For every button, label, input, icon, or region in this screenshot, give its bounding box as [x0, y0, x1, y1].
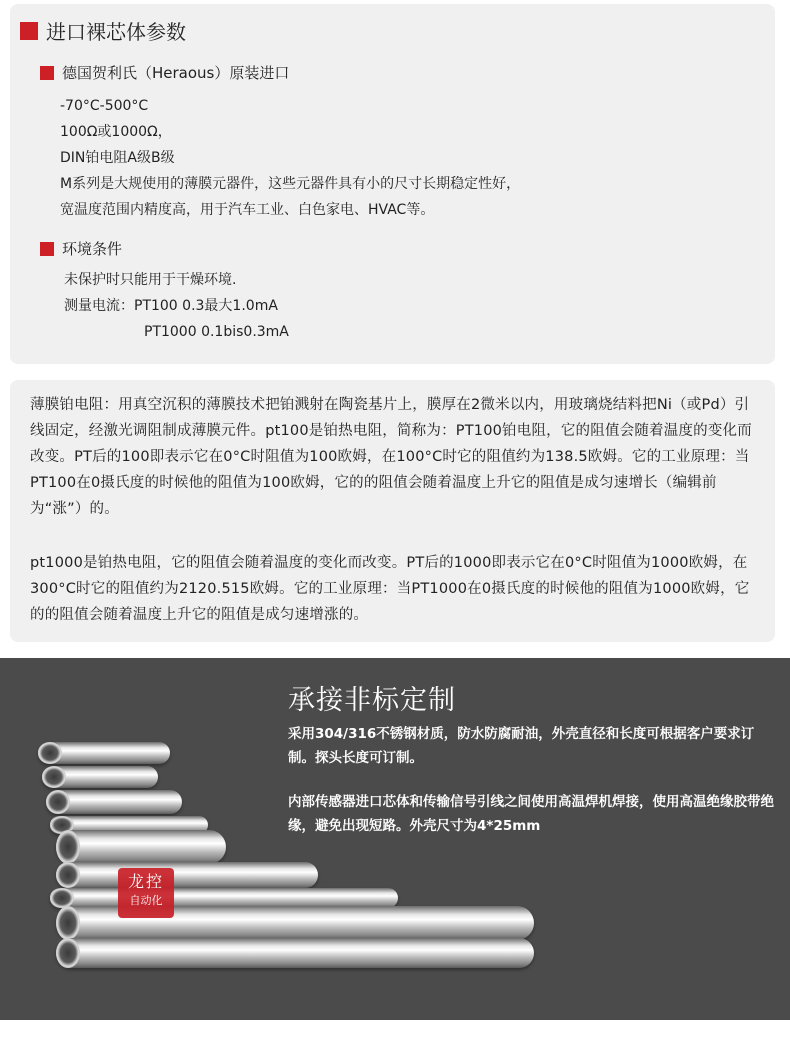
steel-tube	[38, 742, 170, 764]
env-heading-text: 环境条件	[62, 240, 123, 258]
env-line: PT1000 0.1bis0.3mA	[144, 324, 289, 340]
env-line: 未保护时只能用于干燥环境.	[64, 272, 237, 288]
description-panel	[10, 380, 775, 642]
maker-heading	[40, 62, 289, 83]
spec-title-text: 进口裸芯体参数	[46, 20, 186, 44]
maker-heading-text: 德国贺利氏（Heraous）原装进口	[62, 64, 290, 82]
env-list	[64, 267, 289, 345]
env-heading	[40, 238, 122, 259]
spec-title	[20, 16, 186, 45]
stamp-subtext: 自动化	[129, 894, 163, 907]
env-line: 测量电流：PT100 0.3最大1.0mA	[64, 298, 278, 314]
pt100-paragraph: 薄膜铂电阻：用真空沉积的薄膜技术把铂溅射在陶瓷基片上，膜厚在2微米以内，用玻璃烧结料把Ni（或Pd）引线固定，经激光调阻制成薄膜元件。pt100是铂热电阻，简称为：PT100铂电阻，它的阻值会随着温度的变化而改变。PT后的100即表示它在0°C时阻值为100欧姆，在100°C时它的阻值约为138.5欧姆。它的工业原理：当PT100在0摄氏度的时候他的阻值为100欧姆，它的的阻值会随着温度上升它的阻值是成匀速增长（编辑前为“涨”）的。	[30, 397, 752, 517]
steel-tube	[56, 862, 318, 888]
custom-title: 承接非标定制	[288, 685, 456, 716]
brand-stamp-logo	[118, 868, 174, 918]
spec-line: -70°C-500°C	[60, 98, 149, 114]
steel-tube	[56, 830, 226, 864]
spec-line: M系列是大规使用的薄膜元器件，这些元器件具有小的尺寸长期稳定性好，	[60, 176, 521, 192]
steel-tube	[46, 790, 182, 814]
spec-line: 100Ω或1000Ω，	[60, 124, 172, 140]
steel-tube	[42, 766, 158, 788]
red-square-icon	[20, 22, 38, 40]
red-square-icon	[40, 242, 54, 256]
spec-line: 宽温度范围内精度高，用于汽车工业、白色家电、HVAC等。	[60, 202, 435, 218]
spec-panel	[10, 4, 775, 364]
red-square-icon	[40, 66, 54, 80]
steel-tube	[50, 888, 398, 908]
stamp-text: 龙控	[127, 872, 164, 891]
pt1000-paragraph: pt1000是铂热电阻，它的阻值会随着温度的变化而改变。PT后的1000即表示它在0°C时阻值为1000欧姆，在300°C时它的阻值约为2120.515欧姆。它的工业原理：当PT1000在0摄氏度的时候他的阻值为1000欧姆，它的的阻值会随着温度上升它的阻值是成匀速增涨的。	[30, 555, 750, 623]
spec-line: DIN铂电阻A级B级	[60, 150, 175, 166]
custom-text-material: 采用304/316不锈钢材质，防水防腐耐油，外壳直径和长度可根据客户要求订制。探头长度可订制。	[288, 726, 755, 766]
spec-list	[60, 93, 520, 223]
steel-tube	[56, 938, 534, 968]
custom-text-welding: 内部传感器进口芯体和传输信号引线之间使用高温焊机焊接，使用高温绝缘胶带绝缘，避免出现短路。外壳尺寸为4*25mm	[288, 794, 774, 834]
